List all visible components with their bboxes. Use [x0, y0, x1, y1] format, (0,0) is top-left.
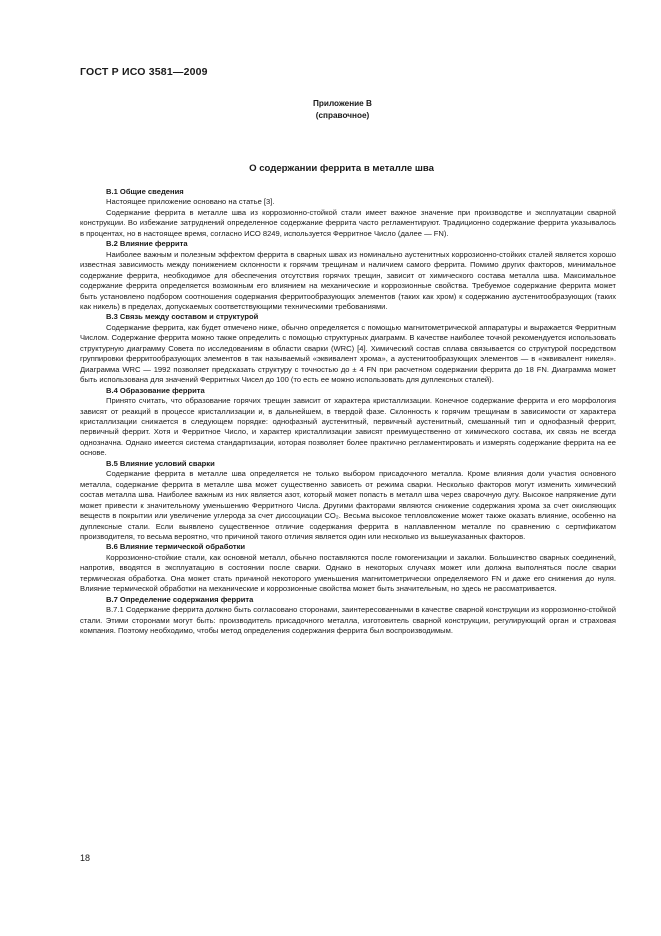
paragraph: Принято считать, что образование горячих трещин зависит от характера кристаллизации. Конечное содержание феррита и его морфология зависят от реакций в процессе кристаллизации и, в дальнейшем, в твердой фазе. Склонность к горячим трещинам в зависимости от характера кристаллизации снижается в следующем порядке: однофазный аустенитный, первичный аустенитный, смешанный тип и однофазный феррит, первичный феррит. Хотя и Ферритное Число, и характер кристаллизации зависят преимущественно от химического состава, их связь не всегда однозначна. Однако имеется система стандартизации, которая позволяет более практично регламентировать и измерять содержание феррита на ее основе.	[80, 396, 616, 458]
paragraph: Настоящее приложение основано на статье [3].	[106, 197, 275, 207]
paragraph: B.7.1 Содержание феррита должно быть согласовано сторонами, заинтересованными в качестве сварной конструкции из коррозионно-стойкой стали. Этими сторонами могут быть: производитель присадочного металла, изготовитель сварной конструкции, регулирующий орган и страховая компания. Поэтому необходимо, чтобы метод определения содержания феррита был воспроизводимым.	[80, 605, 616, 636]
section-heading: B.2 Влияние феррита	[106, 239, 188, 249]
paragraph: Содержание феррита в металле шва из коррозионно-стойкой стали имеет важное значение при производстве и эксплуатации сварной конструкции. Во избежание затруднений определенное содержание феррита часто регламентируют. Традиционно содержание феррита указывалось в процентах, но в настоящее время, согласно ИСО 8249, используется Ферритное Число (далее — FN).	[80, 207, 616, 238]
paragraph: Содержание феррита, как будет отмечено ниже, обычно определяется с помощью магнитометрической аппаратуры и выражается Ферритным Числом. Содержание феррита можно также определить с помощью структурных диаграмм. В качестве наиболее точной рекомендуется использовать структурную диаграмму Совета по исследованиям в области сварки (WRC) [4]. Химический состав сплава связывается со структурой посредством группировки ферритообразующих элементов в так называемый «эквивалент хрома», а аустенитообразующих элементов — в «эквивалент никеля». Диаграмма WRC — 1992 позволяет предсказать структуру с точностью до ± 4 FN при расчетном содержании феррита до 18 FN. Диаграмма может быть использована для значений Ферритных Чисел до 100 (то есть ее можно использовать для дуплексных сталей).	[80, 322, 616, 385]
paragraph: Коррозионно-стойкие стали, как основной металл, обычно поставляются после гомогенизации и закалки. Большинство сварных соединений, напротив, вводятся в эксплуатацию в состоянии после сварки. Однако в некоторых случаях может или должна выполняться после сварки термическая обработка. Она может стать причиной некоторого уменьшения магнитометрически определяемого FN и даже его снижения до нуля. Влияние термической обработки на механические и коррозионные свойства может быть значительным, но здесь не рассматривается.	[80, 552, 616, 594]
page-number: 18	[80, 853, 91, 863]
annex-label	[0, 98, 661, 122]
paragraph: Наиболее важным и полезным эффектом феррита в сварных швах из номинально аустенитных коррозионно-стойких сталей является хорошо известная зависимость между понижением склонности к горячим трещинам и наличием самого феррита. Помимо других факторов, минимальное содержание феррита, необходимое для обеспечения отсутствия горячих трещин, зависит от химического состава металла шва. Максимальное содержание феррита определяется возможным его влиянием на механические и коррозионные свойства. Требуемое содержание феррита может быть установлено подбором соотношения содержания ферритообразующих элементов (таких как хром) к содержанию аустенитообразующих (таких как никель) в пределах, допускаемых соответствующими техническими требованиями.	[80, 249, 616, 311]
paragraph: Содержание феррита в металле шва определяется не только выбором присадочного металла. Кроме влияния доли участия основного металла, содержание феррита в металле шва может существенно зависеть от режима сварки. Несколько факторов могут изменить химический состав металла шва. Наиболее важным из них является азот, который может попасть в металл шва через сварочную дугу. Высокое напряжение дуги может привести к значительному уменьшению Ферритного Числа. Другими факторами являются снижение содержания хрома за счет окисляющих веществ в покрытии или увеличение углерода за счет диссоциации CO₂. Весьма высокое тепловложение может также оказать влияние, особенно на дуплексные стали. Если выявлено существенное отличие содержания феррита в наплавленном металле по сравнению с сертификатом производителя, то весьма вероятно, что причиной такого отличия является один или несколько из вышеуказанных факторов.	[80, 469, 616, 541]
page-title: О содержании феррита в металле шва	[249, 163, 434, 174]
section-heading: B.5 Влияние условий сварки	[106, 458, 215, 468]
annex-type: (справочное)	[315, 111, 370, 120]
annex-body	[80, 187, 616, 636]
section-heading: B.7 Определение содержания феррита	[106, 594, 254, 604]
standard-header: ГОСТ Р ИСО 3581—2009	[80, 66, 208, 78]
section-heading: B.3 Связь между составом и структурой	[106, 312, 259, 322]
section-heading: B.4 Образование феррита	[106, 385, 205, 395]
section-heading: B.6 Влияние термической обработки	[106, 542, 246, 552]
annex-title: Приложение В	[313, 99, 372, 108]
section-heading: B.1 Общие сведения	[106, 187, 184, 196]
